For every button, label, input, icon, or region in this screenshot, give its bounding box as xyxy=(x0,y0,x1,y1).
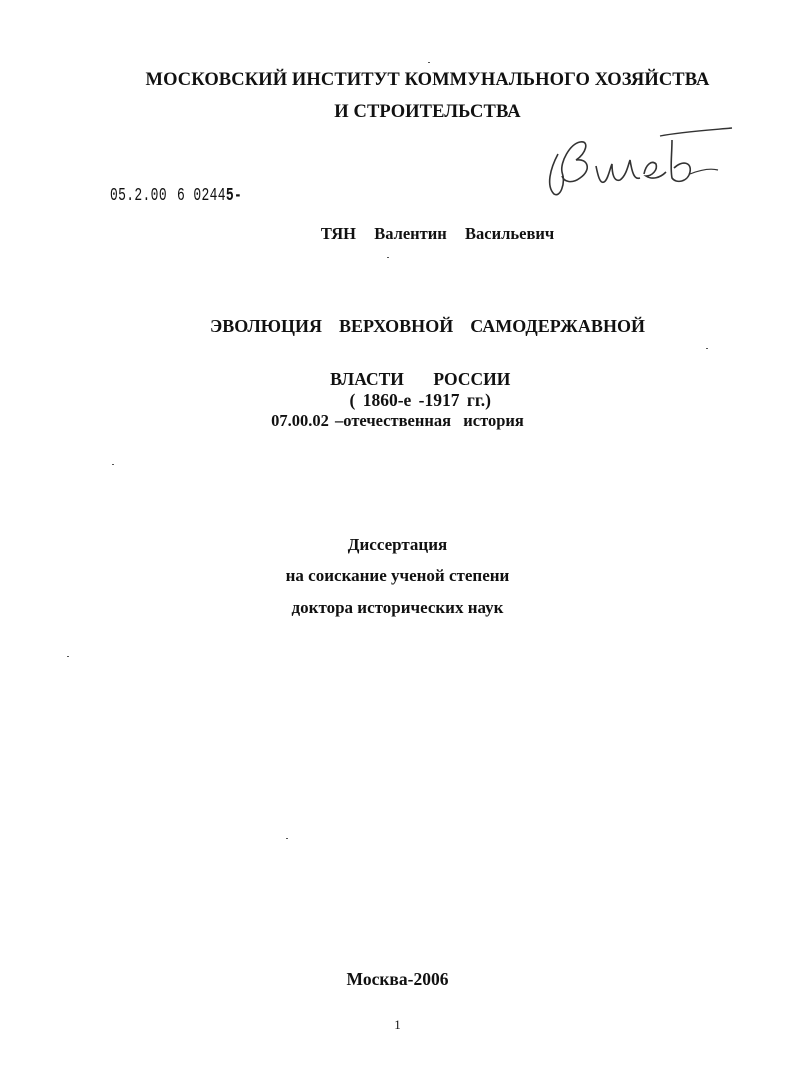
specialty-code: 07.00.02 –отечественная история xyxy=(271,411,524,430)
city-year: Москва-2006 xyxy=(346,969,449,989)
degree-field-line: доктора исторических наук xyxy=(291,598,504,617)
page-number: 1 xyxy=(394,1017,401,1032)
dissertation-label: Диссертация xyxy=(347,535,448,554)
institute-name-line-2: И СТРОИТЕЛЬСТВА xyxy=(334,102,521,122)
author-name: ТЯН Валентин Васильевич xyxy=(320,224,555,243)
stamp-number: 6 0244 xyxy=(177,186,226,206)
title-line-2-main: ВЛАСТИ РОССИИ xyxy=(330,369,511,389)
scan-speck xyxy=(428,62,430,63)
stamp-suffix: 5- xyxy=(225,186,243,206)
signature-icon xyxy=(540,124,740,204)
scan-speck xyxy=(387,257,389,258)
stamp-code: 05.2.00 xyxy=(110,186,167,206)
archive-stamp xyxy=(110,186,242,206)
title-line-1: ЭВОЛЮЦИЯ ВЕРХОВНОЙ САМОДЕРЖАВНОЙ xyxy=(210,316,645,336)
scan-speck xyxy=(112,464,114,465)
scan-speck xyxy=(706,348,708,349)
scan-speck xyxy=(67,656,69,657)
degree-line: на соискание ученой степени xyxy=(285,566,510,585)
scan-speck xyxy=(286,838,288,839)
title-years: ( 1860-е -1917 гг.) xyxy=(349,390,491,410)
institute-name-line-1: МОСКОВСКИЙ ИНСТИТУТ КОММУНАЛЬНОГО ХОЗЯЙСТВА xyxy=(145,70,710,90)
